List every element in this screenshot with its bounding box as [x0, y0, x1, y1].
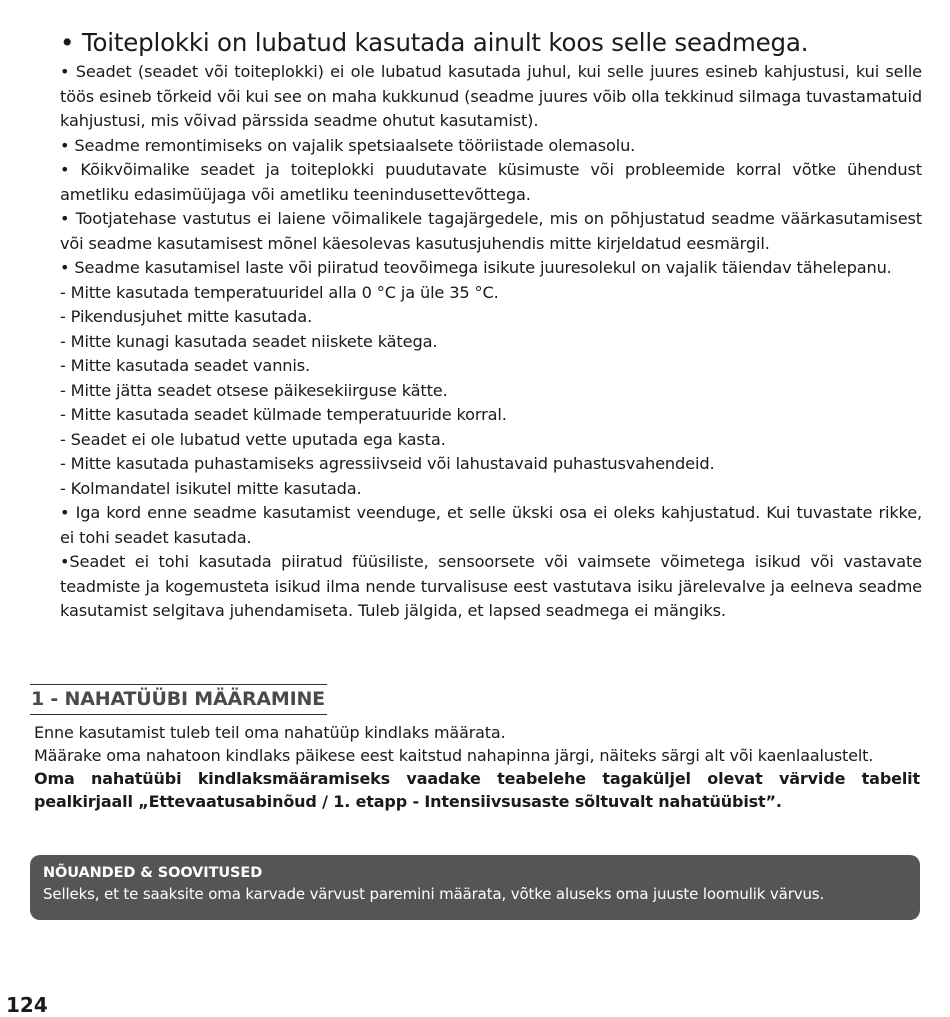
power-supply-warning-title: • Toiteplokki on lubatud kasutada ainult koos selle seadmega.: [60, 28, 809, 57]
warning-wet-hands: - Mitte kunagi kasutada seadet niiskete kätega.: [60, 331, 438, 351]
section-color-table-note: Oma nahatüübi kindlaksmääramiseks vaadake teabelehe tagaküljel olevat värvide tabelit pealkirjaall „Ettevaatusabinõud / 1. etapp - Intensiivsusaste sõltuvalt nahatüübist”.: [34, 769, 920, 811]
warning-sunlight: - Mitte jätta seadet otsese päikesekiirguse kätte.: [60, 380, 448, 400]
warning-children: • Seadme kasutamisel laste või piiratud teovõimega isikute juuresolekul on vajalik täiendav tähelepanu.: [60, 258, 892, 277]
section-intro: Enne kasutamist tuleb teil oma nahatüüp kindlaks määrata.: [34, 723, 506, 742]
section-body: [30, 721, 920, 813]
safety-warnings: [60, 26, 922, 624]
section-heading: 1 - NAHATÜÜBI MÄÄRAMINE: [30, 684, 327, 715]
warning-manufacturer-liability: • Tootjatehase vastutus ei laiene võimalikele tagajärgedele, mis on põhjustatud seadme väärkasutamisest või seadme kasutamisest mõnel käesolevas kasutusjuhendis mitte kirjeldatud eesmärgil.: [60, 209, 922, 253]
tips-text: Selleks, et te saaksite oma karvade värvust paremini määrata, võtke aluseks oma juuste loomulik värvus.: [43, 885, 825, 903]
warning-third-parties: - Kolmandatel isikutel mitte kasutada.: [60, 478, 362, 498]
warning-cold: - Mitte kasutada seadet külmade temperatuuride korral.: [60, 405, 507, 424]
warning-limited-abilities: •Seadet ei tohi kasutada piiratud füüsiliste, sensoorsete või vaimsete võimetega isikud või vastavate teadmiste ja kogemusteta isikud ilma nende turvalisuse eest vastutava isiku järelevalve ja eelneva seadme kasutamist selgitava juhendamiseta. Tuleb jälgida, et lapsed seadmega ei mängiks.: [60, 552, 922, 620]
tips-title: NÕUANDED & SOOVITUSED: [43, 865, 263, 881]
warning-contact-dealer: • Kõikvõimalike seadet ja toiteplokki puudutavate küsimuste või probleemide korral võtke ühendust ametliku edasimüüjaga või ametliku teenindusettevõttega.: [60, 160, 922, 204]
warning-temperature: - Mitte kasutada temperatuuridel alla 0 °C ja üle 35 °C.: [60, 282, 499, 302]
warning-repair-tools: • Seadme remontimiseks on vajalik spetsiaalsete tööriistade olemasolu.: [60, 135, 636, 155]
warning-water: - Seadet ei ole lubatud vette uputada ega kasta.: [60, 429, 446, 449]
warning-extension-cord: - Pikendusjuhet mitte kasutada.: [60, 307, 313, 326]
section-skin-tone: Määrake oma nahatoon kindlaks päikese eest kaitstud nahapinna järgi, näiteks särgi alt või kaenlaalustelt.: [34, 746, 874, 765]
page-number: 124: [6, 993, 48, 1017]
skin-type-section: [30, 684, 920, 813]
warning-bathtub: - Mitte kasutada seadet vannis.: [60, 356, 311, 375]
warning-check-damage: • Iga kord enne seadme kasutamist veenduge, et selle ükski osa ei oleks kahjustatud. Kui tuvastate rikke, ei tohi seadet kasutada.: [60, 503, 922, 547]
warning-cleaning-agents: - Mitte kasutada puhastamiseks agressiivseid või lahustavaid puhastusvahendeid.: [60, 454, 715, 473]
warning-damage: • Seadet (seadet või toiteplokki) ei ole lubatud kasutada juhul, kui selle juures esineb kahjustusi, kui selle töös esineb tõrkeid või kui see on maha kukkunud (seadme juures võib olla tekkinud silmaga tuvastamatuid kahjustusi, mis võivad pärssida seadme ohutut kasutamist).: [60, 62, 922, 130]
tips-box: [30, 855, 920, 920]
